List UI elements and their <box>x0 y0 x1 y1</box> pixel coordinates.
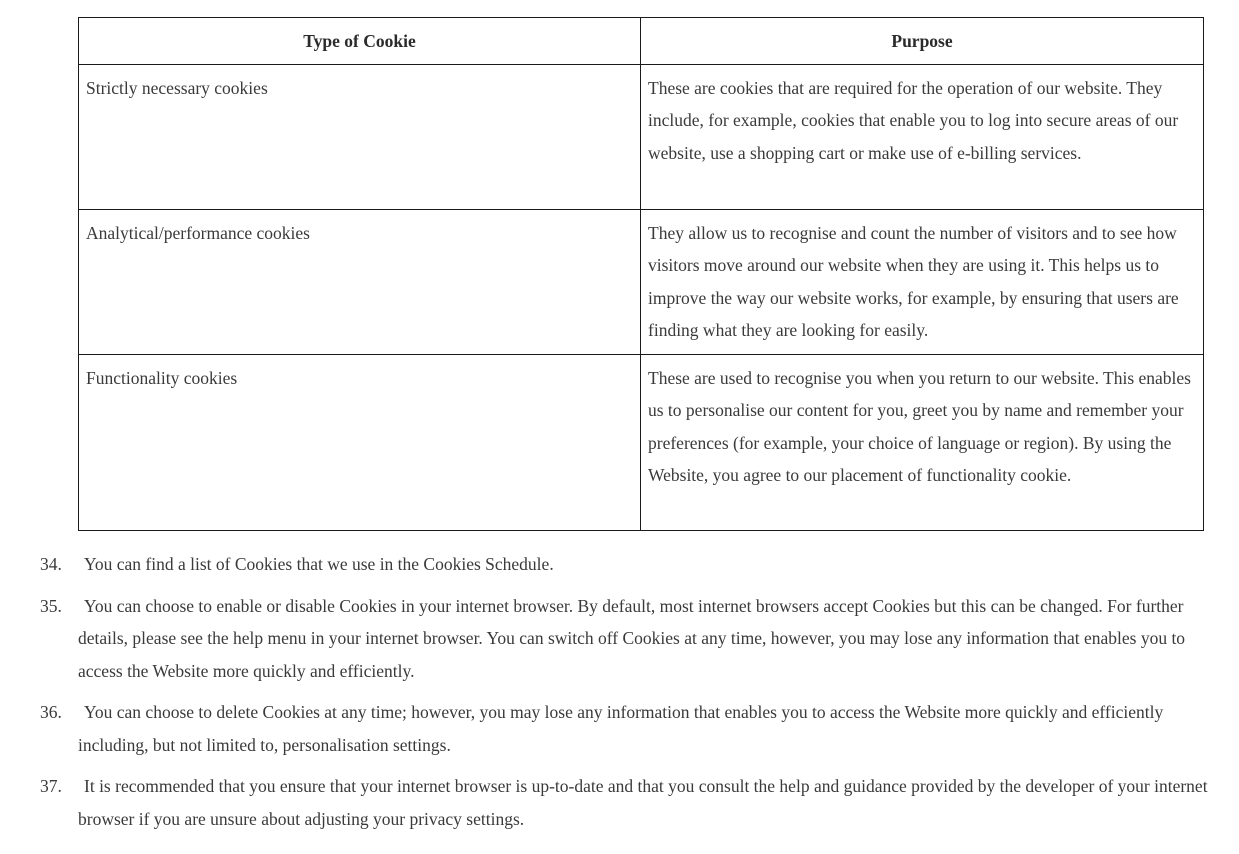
table-row <box>79 65 1204 210</box>
clause-list <box>40 548 1210 844</box>
column-header-purpose: Purpose <box>641 18 1204 65</box>
clause-item <box>40 696 1210 761</box>
clause-number: 37. <box>40 776 62 796</box>
clause-item <box>40 590 1210 688</box>
cookie-purpose-cell: They allow us to recognise and count the number of visitors and to see how visitors move around our website when they are using it. This helps us to improve the way our website works, for example, by ensuring that users are finding what they are looking for easily. <box>641 210 1204 355</box>
clause-text: You can choose to enable or disable Cookies in your internet browser. By default, most internet browsers accept Cookies but this can be changed. For further details, please see the help menu in your internet browser. You can switch off Cookies at any time, however, you may lose any information that enables you to access the Website more quickly and efficiently. <box>78 595 1186 681</box>
cookie-type-cell: Strictly necessary cookies <box>79 65 641 210</box>
column-header-type: Type of Cookie <box>79 18 641 65</box>
clause-text: You can find a list of Cookies that we use in the Cookies Schedule. <box>84 554 554 574</box>
cookie-purpose-cell: These are used to recognise you when you return to our website. This enables us to personalise our content for you, greet you by name and remember your preferences (for example, your choice of language or region). By using the Website, you agree to our placement of functionality cookie. <box>641 355 1204 531</box>
table-row <box>79 210 1204 355</box>
cookie-type-cell: Functionality cookies <box>79 355 641 531</box>
clause-text: It is recommended that you ensure that your internet browser is up-to-date and that you consult the help and guidance provided by the developer of your internet browser if you are unsure about adjusting your privacy settings. <box>78 776 1208 829</box>
cookie-type-cell: Analytical/performance cookies <box>79 210 641 355</box>
clause-text: You can choose to delete Cookies at any time; however, you may lose any information that enables you to access the Website more quickly and efficiently including, but not limited to, personalisation settings. <box>78 702 1164 755</box>
clause-number: 35. <box>40 595 62 616</box>
clause-number: 36. <box>40 702 62 722</box>
cookie-types-table <box>78 17 1204 531</box>
clause-item <box>40 548 1210 581</box>
table-header-row <box>79 18 1204 65</box>
clause-number: 34. <box>40 554 62 574</box>
table-row <box>79 355 1204 531</box>
cookie-purpose-cell: These are cookies that are required for the operation of our website. They include, for example, cookies that enable you to log into secure areas of our website, use a shopping cart or make use of e-billing services. <box>641 65 1204 210</box>
clause-item <box>40 770 1210 835</box>
